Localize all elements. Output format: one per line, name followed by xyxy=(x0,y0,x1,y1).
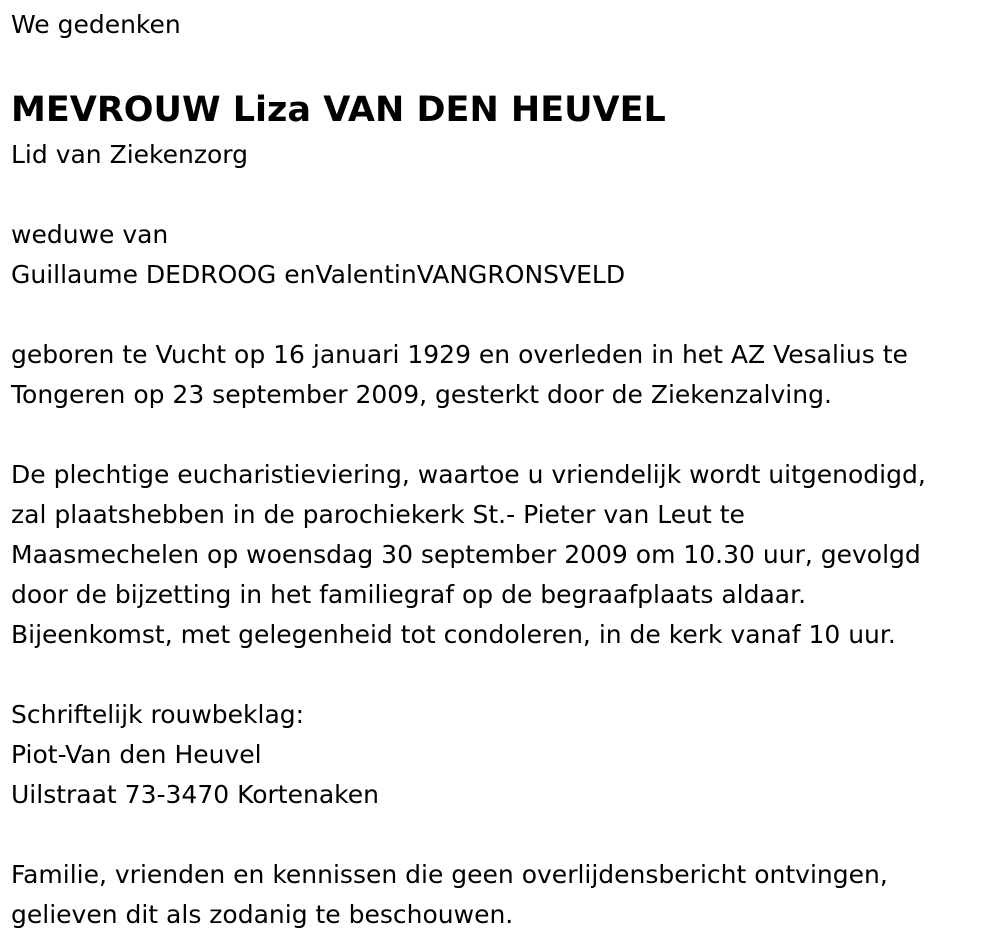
ceremony-line: Bijeenkomst, met gelegenheid tot condoleren, in de kerk vanaf 10 uur. xyxy=(11,620,896,649)
birth-death-line: Tongeren op 23 september 2009, gesterkt door de Ziekenzalving. xyxy=(11,380,832,409)
closing-line: Familie, vrienden en kennissen die geen overlijdensbericht ontvingen, xyxy=(11,860,888,889)
ceremony-line: Maasmechelen op woensdag 30 september 2009 om 10.30 uur, gevolgd xyxy=(11,540,921,569)
condolence-name: Piot-Van den Heuvel xyxy=(11,740,262,769)
widow-label: weduwe van xyxy=(11,220,169,249)
deceased-name: MEVROUW Liza VAN DEN HEUVEL xyxy=(11,90,666,130)
birth-death-line: geboren te Vucht op 16 januari 1929 en overleden in het AZ Vesalius te xyxy=(11,340,908,369)
obituary-notice xyxy=(11,0,991,935)
spacer xyxy=(11,295,991,335)
ceremony-line: zal plaatshebben in de parochiekerk St.- Pieter van Leut te xyxy=(11,500,745,529)
spouses-text: Guillaume DEDROOG enValentinVANGRONSVELD xyxy=(11,260,626,289)
membership-text: Lid van Ziekenzorg xyxy=(11,140,248,169)
ceremony-line: door de bijzetting in het familiegraf op de begraafplaats aldaar. xyxy=(11,580,807,609)
spacer xyxy=(11,815,991,855)
spacer xyxy=(11,175,991,215)
condolence-address: Uilstraat 73-3470 Kortenaken xyxy=(11,780,379,809)
closing-line: gelieven dit als zodanig te beschouwen. xyxy=(11,900,514,929)
ceremony-line: De plechtige eucharistieviering, waartoe u vriendelijk wordt uitgenodigd, xyxy=(11,460,926,489)
condolence-label: Schriftelijk rouwbeklag: xyxy=(11,700,305,729)
spacer xyxy=(11,415,991,455)
intro-text: We gedenken xyxy=(11,10,181,39)
spacer xyxy=(11,655,991,695)
